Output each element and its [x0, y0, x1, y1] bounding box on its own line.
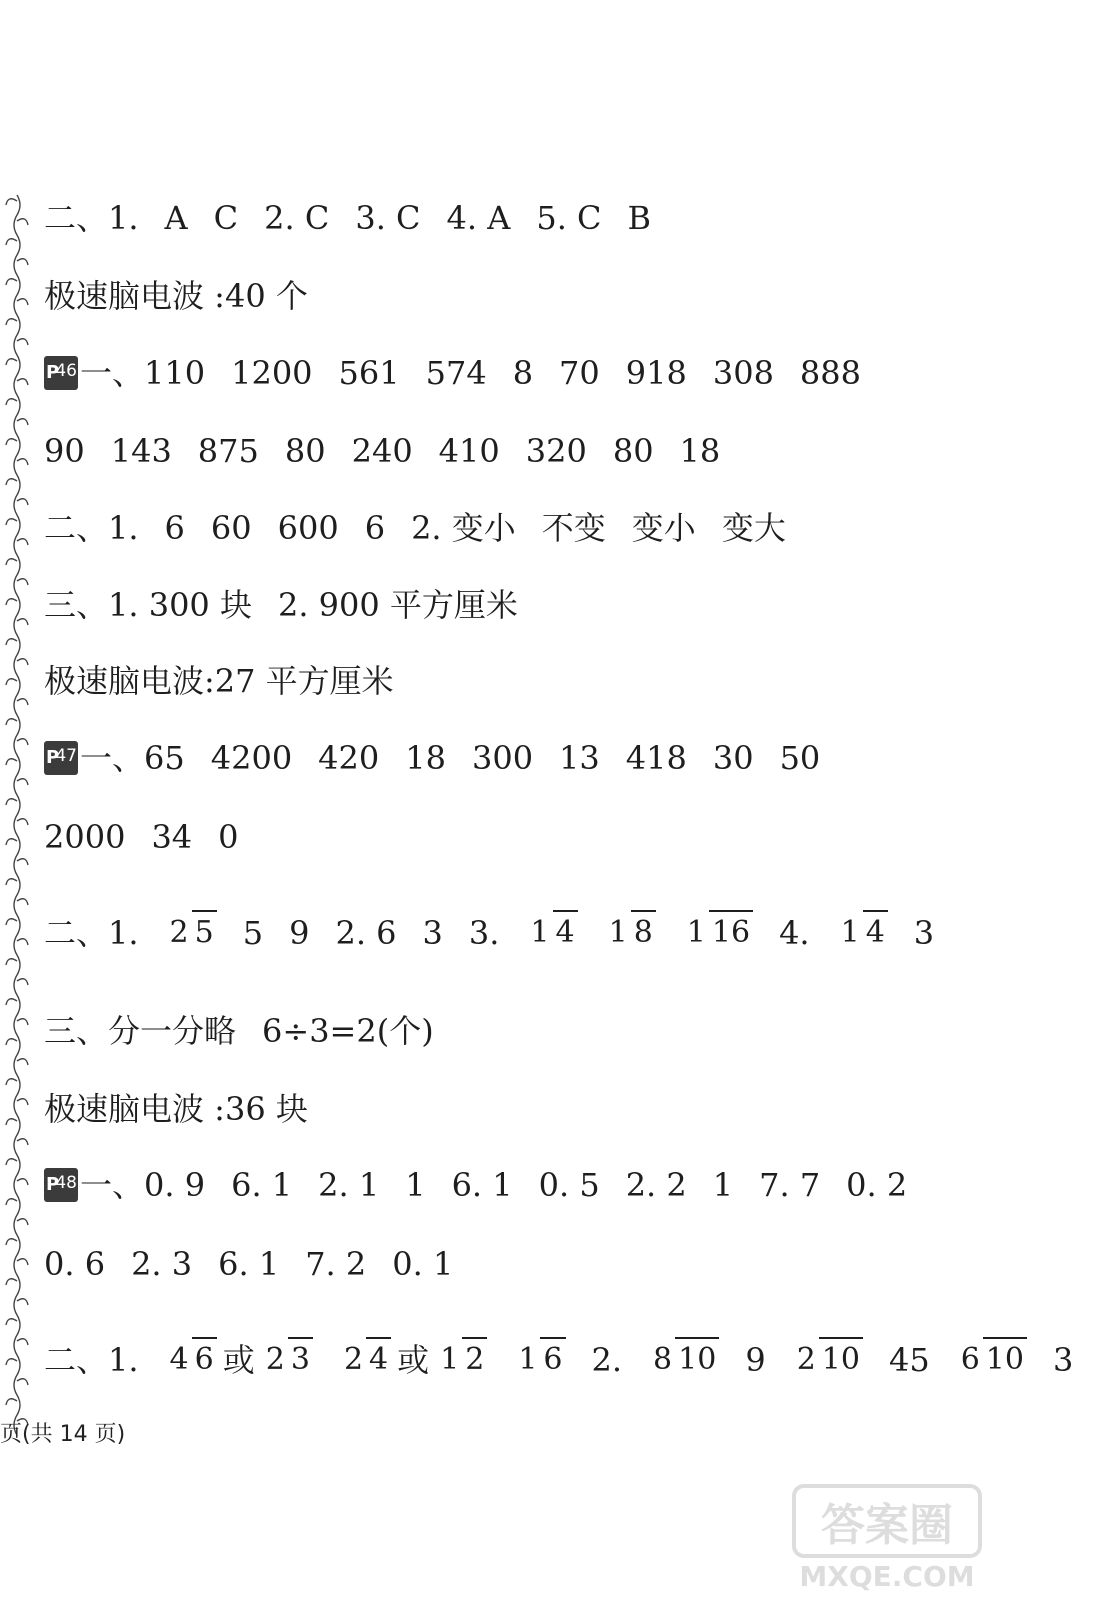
fraction-denominator: 16	[709, 910, 753, 950]
fraction-denominator: 8	[631, 910, 656, 950]
answer-item: 574	[425, 353, 487, 392]
answer-item: 240	[351, 431, 413, 470]
answer-item: 2. 3	[131, 1244, 193, 1283]
answer-item: 6	[364, 508, 386, 547]
fraction-denominator: 6	[540, 1337, 565, 1377]
answer-item: 6÷3=2(个)	[262, 1011, 434, 1050]
answer-item: 4200	[210, 738, 293, 777]
fraction-numerator: 1	[608, 914, 628, 950]
fraction-denominator: 4	[366, 1337, 391, 1377]
answer-item: 2. 2	[625, 1165, 687, 1204]
page-number-badge	[44, 356, 78, 390]
answer-line-p47-fractions	[44, 888, 960, 972]
fraction	[650, 1341, 719, 1377]
answer-item: 888	[799, 353, 861, 392]
fraction-numerator: 2	[343, 1341, 364, 1377]
answer-item: 600	[277, 508, 339, 547]
answer-item: 9	[289, 913, 310, 952]
svg-text:答案圈: 答案圈	[821, 1500, 953, 1551]
answer-line-2	[44, 273, 334, 313]
answer-line-p48-2	[44, 1241, 479, 1281]
answer-line-p46-2	[44, 428, 746, 468]
answer-line-p46-5	[44, 658, 420, 698]
answer-item: 0	[218, 817, 239, 856]
answer-line-p48-1	[44, 1162, 933, 1202]
answer-item: C	[213, 198, 239, 237]
fraction-numerator: 1	[530, 914, 550, 950]
answer-text: 极速脑电波 :36 块	[44, 1089, 308, 1128]
answer-prefix: 二、1.	[44, 198, 139, 237]
answer-item: 6. 1	[218, 1244, 280, 1283]
fraction-numerator: 1	[686, 914, 706, 950]
answer-item: 34	[151, 817, 193, 856]
answer-item: 6. 1	[231, 1165, 293, 1204]
fraction-denominator: 4	[863, 910, 888, 950]
answer-item: 5. C	[536, 198, 602, 237]
fraction	[527, 914, 577, 950]
decorative-vine-border	[4, 195, 30, 1430]
fraction	[794, 1341, 863, 1377]
answer-line-p46-3	[44, 505, 812, 545]
answer-item: 8	[512, 353, 534, 392]
page-number-badge	[44, 1168, 78, 1202]
answer-item: 308	[712, 353, 774, 392]
answer-prefix: 二、1.	[44, 913, 139, 952]
fraction-denominator: 10	[819, 1337, 863, 1377]
answer-item: 2. C	[264, 198, 330, 237]
answer-line-1	[44, 195, 677, 235]
answer-item: 3	[422, 913, 443, 952]
answer-item: 60	[210, 508, 252, 547]
answer-item: 三、1. 300 块	[44, 585, 252, 624]
svg-text:MXQE.COM: MXQE.COM	[799, 1560, 975, 1593]
answer-item: 2. 1	[318, 1165, 380, 1204]
fraction	[263, 1341, 313, 1377]
badge-number: 46	[55, 360, 77, 381]
answer-item: 418	[625, 738, 687, 777]
fraction	[341, 1341, 391, 1377]
answer-line-p47-3	[44, 1008, 460, 1048]
answer-line-p46-4	[44, 582, 544, 622]
answer-item: 18	[679, 431, 721, 470]
answer-prefix: 一、65	[80, 738, 185, 777]
answer-item: A	[164, 198, 188, 237]
answer-item: B	[627, 198, 652, 237]
answer-item: 50	[779, 738, 821, 777]
fraction	[684, 914, 753, 950]
watermark-logo	[792, 1484, 982, 1594]
fraction-denominator: 10	[983, 1337, 1027, 1377]
answer-item: 80	[284, 431, 326, 470]
answer-prefix: 二、1.	[44, 1340, 139, 1379]
fraction-numerator: 1	[518, 1341, 538, 1377]
fraction-numerator: 1	[840, 914, 860, 950]
answer-item: 0. 2	[846, 1165, 908, 1204]
answer-item: 1	[405, 1165, 426, 1204]
fraction-denominator: 10	[675, 1337, 719, 1377]
answer-item: 300	[471, 738, 534, 777]
answer-prefix: 一、0. 9	[80, 1165, 206, 1204]
answer-item: 3. C	[355, 198, 421, 237]
fraction-numerator: 2	[796, 1341, 816, 1377]
fraction-numerator: 4	[169, 1341, 189, 1377]
answer-item: 30	[712, 738, 754, 777]
fraction	[606, 914, 656, 950]
fraction-denominator: 4	[553, 910, 578, 950]
answer-item: 9	[745, 1340, 766, 1379]
fraction	[167, 914, 217, 950]
page-number-badge	[44, 741, 78, 775]
answer-item: 918	[625, 353, 687, 392]
answer-item: 2000	[44, 817, 126, 856]
fraction-denominator: 6	[192, 1337, 217, 1377]
answer-line-p46-1	[44, 350, 887, 390]
answer-item: 2. 变小	[411, 508, 516, 547]
fraction-denominator: 3	[288, 1337, 313, 1377]
answer-line-p47-4	[44, 1086, 334, 1126]
answer-item: 2. 6	[335, 913, 397, 952]
answer-item: 13	[559, 738, 600, 777]
fraction	[515, 1341, 565, 1377]
fraction	[437, 1341, 487, 1377]
answer-item: 3	[913, 913, 935, 952]
answer-text: 极速脑电波:27 平方厘米	[44, 661, 394, 700]
answer-prefix: 一、110	[80, 353, 206, 392]
fraction-numerator: 1	[440, 1341, 460, 1377]
answer-item: 4. A	[446, 198, 511, 237]
fraction-numerator: 8	[653, 1341, 673, 1377]
badge-letter: P	[46, 746, 60, 768]
badge-letter: P	[46, 361, 60, 383]
answer-item: 3.	[468, 913, 500, 952]
fraction-denominator: 5	[192, 910, 217, 950]
answer-item: 7. 7	[759, 1165, 821, 1204]
answer-line-p47-2	[44, 814, 265, 854]
fraction	[167, 1341, 217, 1377]
fraction-numerator: 2	[265, 1341, 285, 1377]
answer-item: 420	[318, 738, 380, 777]
answer-item: 90	[44, 431, 85, 470]
answer-item: 2.	[591, 1340, 623, 1379]
answer-item: 0. 6	[44, 1244, 106, 1283]
answer-item: 3	[1052, 1340, 1074, 1379]
answer-item: 6	[164, 508, 185, 547]
answer-item: 0. 1	[392, 1244, 454, 1283]
fraction-denominator: 2	[462, 1337, 487, 1377]
fraction	[958, 1341, 1027, 1377]
answer-item: 0. 5	[538, 1165, 600, 1204]
answer-item: 410	[438, 431, 500, 470]
answer-item: 70	[559, 353, 600, 392]
badge-number: 47	[55, 745, 77, 766]
fraction	[838, 914, 888, 950]
answer-item: 80	[612, 431, 654, 470]
answer-prefix: 二、1.	[44, 508, 139, 547]
answer-item: 18	[405, 738, 446, 777]
badge-number: 48	[55, 1172, 77, 1193]
answer-item: 875	[197, 431, 259, 470]
answer-item: 6. 1	[451, 1165, 513, 1204]
answer-item: 143	[110, 431, 172, 470]
answer-item: 1	[712, 1165, 734, 1204]
answer-item: 320	[525, 431, 587, 470]
fraction-numerator: 2	[169, 914, 189, 950]
answer-item: 或	[397, 1340, 430, 1379]
answer-item: 1200	[231, 353, 313, 392]
answer-line-p47-1	[44, 735, 846, 775]
answer-item: 561	[338, 353, 400, 392]
answer-item: 三、分一分略	[44, 1011, 237, 1050]
answer-line-p48-fractions	[44, 1315, 1099, 1399]
answer-item: 变大	[721, 508, 786, 547]
answer-item: 2. 900 平方厘米	[277, 585, 518, 624]
answer-text: 极速脑电波 :40 个	[44, 276, 308, 315]
badge-letter: P	[46, 1173, 60, 1195]
answer-item: 4.	[779, 913, 810, 952]
page-footer: 页(共 14 页)	[0, 1422, 126, 1447]
answer-item: 不变	[541, 508, 606, 547]
answer-item: 变小	[631, 508, 696, 547]
answer-item: 或	[222, 1340, 255, 1379]
answer-item: 5	[242, 913, 264, 952]
answer-item: 45	[888, 1340, 930, 1379]
answer-item: 7. 2	[305, 1244, 367, 1283]
fraction-numerator: 6	[960, 1341, 980, 1377]
